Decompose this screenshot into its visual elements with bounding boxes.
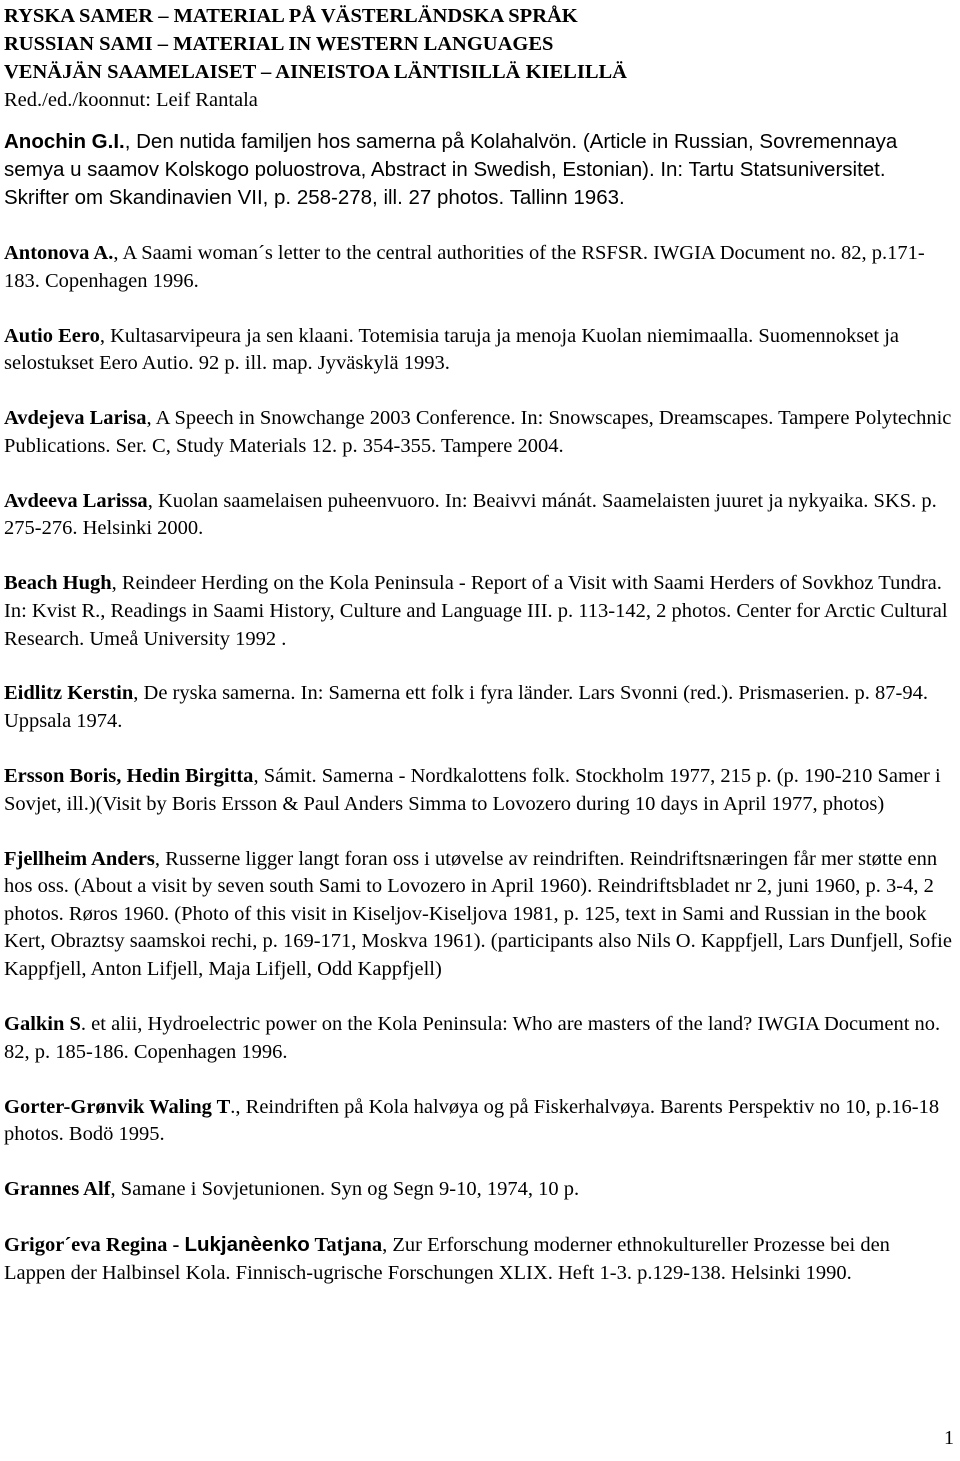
bibliography-list <box>4 128 952 1287</box>
bibliography-entry <box>4 488 952 543</box>
entry-author: Gorter-Grønvik Waling T <box>4 1095 231 1118</box>
bibliography-entry <box>4 1231 952 1287</box>
entry-author-sans: Lukjanèenko <box>184 1233 310 1257</box>
bibliography-entry <box>4 1011 952 1066</box>
entry-author-tail: Tatjana <box>309 1234 383 1257</box>
bibliography-entry <box>4 846 952 984</box>
entry-author: Autio Eero <box>4 324 100 347</box>
entry-text: ., Reindriften på Kola halvøya og på Fiskerhalvøya. Barents Perspektiv no 10, p.16-18 photos. Bodö 1995. <box>4 1095 940 1146</box>
entry-author: Eidlitz Kerstin <box>4 682 134 705</box>
header-title-finnish: VENÄJÄN SAAMELAISET – AINEISTOA LÄNTISILLÄ KIELILLÄ <box>4 61 627 83</box>
entry-text: , Sámit. Samerna - Nordkalottens folk. Stockholm 1977, 215 p. (p. 190-210 Samer i Sovjet, ill.)(Visit by Boris Ersson & Paul Anders Simma to Lovozero during 10 days in April 1977, photos) <box>4 765 941 815</box>
entry-text: , Russerne ligger langt foran oss i utøvelse av reindriften. Reindriftsnæringen får mer støtte enn hos oss. (About a visit by seven south Sami to Lovozero in April 1960). Reindriftsbladet nr 2, juni 1960, p. 3-4, 2 photos. Røros 1960. (Photo of this visit in Kiseljov-Kiseljova 1981, p. 125, text in Sami and Russian in the book Kert, Obraztsy saamskoi rechi, p. 169-171, Moskva 1961). (participants also Nils O. Kappfjell, Lars Dunfjell, Sofie Kappfjell, Anton Lifjell, Maja Lifjell, Odd Kappfjell) <box>4 847 952 981</box>
bibliography-entry <box>4 240 952 295</box>
bibliography-entry <box>4 1094 952 1149</box>
entry-author: Avdeeva Larissa <box>4 489 148 512</box>
entry-text: , Zur Erforschung moderner ethnokultureller Prozesse bei den Lappen der Halbinsel Kola. Finnisch-ugrische Forschungen XLIX. Heft 1-3. p.129-138. Helsinki 1990. <box>4 1234 890 1284</box>
entry-text: , Reindeer Herding on the Kola Peninsula - Report of a Visit with Saami Herders of Sovkhoz Tundra. In: Kvist R., Readings in Saami History, Culture and Language III. p. 113-142, 2 photos. Center for Arctic Cultural Research. Umeå University 1992 . <box>4 572 948 650</box>
bibliography-entry <box>4 763 952 818</box>
bibliography-entry <box>4 680 952 735</box>
entry-text: , A Saami woman´s letter to the central authorities of the RSFSR. IWGIA Document no. 82, p.171-183. Copenhagen 1996. <box>4 242 925 292</box>
entry-author: Galkin S <box>4 1013 81 1035</box>
bibliography-entry <box>4 128 952 213</box>
entry-author: Grannes Alf <box>4 1178 111 1201</box>
entry-author: Grigor´eva Regina - <box>4 1234 185 1257</box>
entry-text: , Den nutida familjen hos samerna på Kolahalvön. (Article in Russian, Sovremennaya semya u saamov Kolskogo poluostrova, Abstract in Swedish, Estonian). In: Tartu Statsuniversitet. Skrifter om Skandinavien VII, p. 258-278, ill. 27 photos. Tallinn 1963. <box>4 130 898 210</box>
entry-text: . et alii, Hydroelectric power on the Kola Peninsula: Who are masters of the land? IWGIA Document no. 82, p. 185-186. Copenhagen 1996. <box>4 1013 941 1063</box>
bibliography-entry <box>4 405 952 460</box>
page-number: 1 <box>944 1427 954 1449</box>
document-header <box>4 2 952 114</box>
header-title-swedish: RYSKA SAMER – MATERIAL PÅ VÄSTERLÄNDSKA SPRÅK <box>4 5 578 27</box>
entry-text: , De ryska samerna. In: Samerna ett folk i fyra länder. Lars Svonni (red.). Prismaserien. p. 87-94. Uppsala 1974. <box>4 682 928 733</box>
entry-text: , Kultasarvipeura ja sen klaani. Totemisia taruja ja menoja Kuolan niemimaalla. Suomennokset ja selostukset Eero Autio. 92 p. ill. map. Jyväskylä 1993. <box>4 324 900 375</box>
bibliography-entry <box>4 570 952 653</box>
header-title-english: RUSSIAN SAMI – MATERIAL IN WESTERN LANGUAGES <box>4 33 554 55</box>
bibliography-entry <box>4 323 952 378</box>
bibliography-entry <box>4 1176 952 1204</box>
entry-author: Antonova A. <box>4 242 114 264</box>
entry-author: Avdejeva Larisa <box>4 407 147 430</box>
entry-author: Anochin G.I. <box>4 130 125 153</box>
document-page <box>4 0 952 1315</box>
header-editor: Red./ed./koonnut: Leif Rantala <box>4 89 258 111</box>
entry-text: , Kuolan saamelaisen puheenvuoro. In: Beaivvi mánát. Saamelaisten juuret ja nykyaika. SKS. p. 275-276. Helsinki 2000. <box>4 489 937 540</box>
entry-text: , A Speech in Snowchange 2003 Conference. In: Snowscapes, Dreamscapes. Tampere Polytechnic Publications. Ser. C, Study Materials 12. p. 354-355. Tampere 2004. <box>4 407 952 457</box>
entry-author: Fjellheim Anders <box>4 847 155 870</box>
entry-author: Beach Hugh <box>4 572 112 595</box>
entry-text: , Samane i Sovjetunionen. Syn og Segn 9-10, 1974, 10 p. <box>110 1178 580 1201</box>
entry-author: Ersson Boris, Hedin Birgitta <box>4 765 254 788</box>
